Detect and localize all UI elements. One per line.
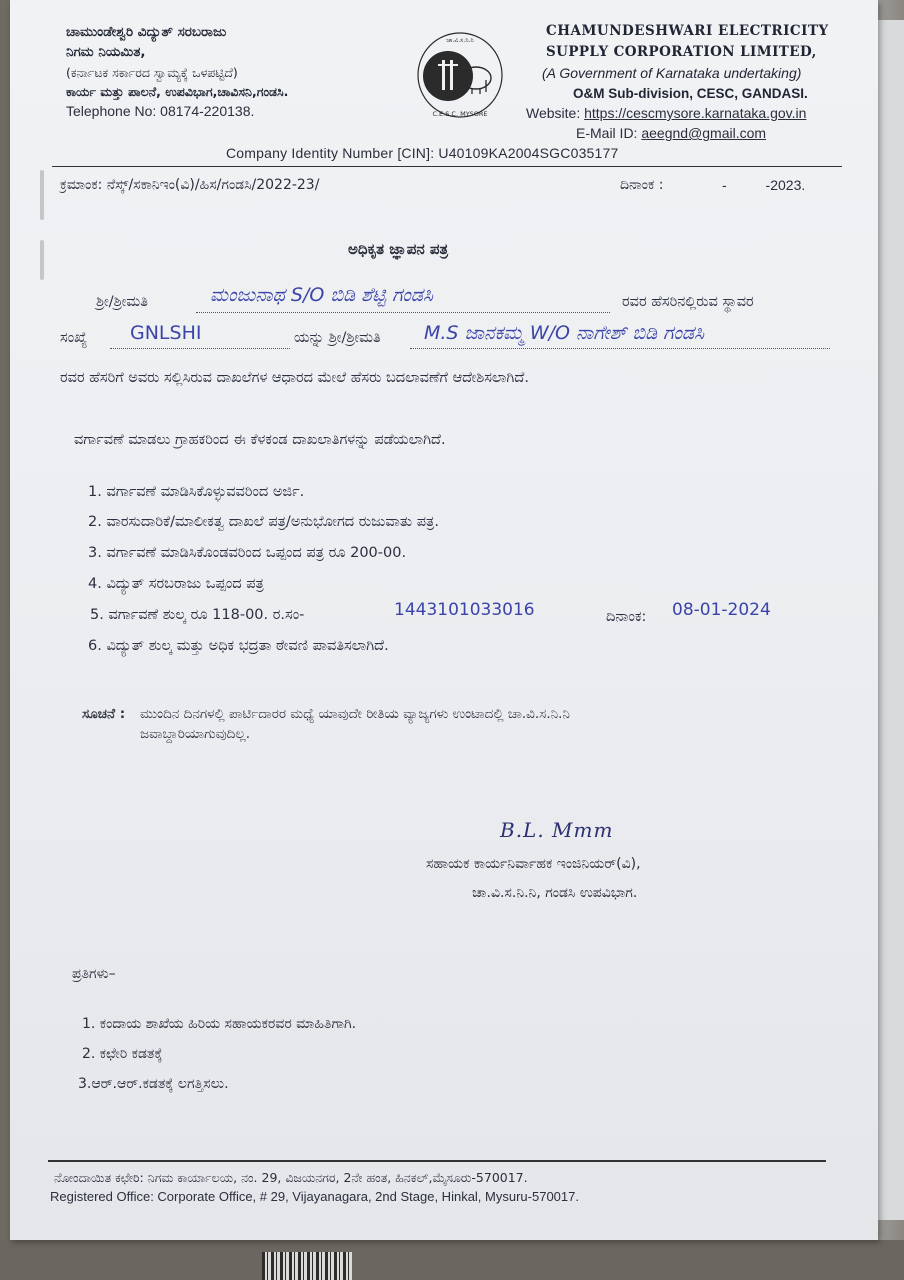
name-to-line [410, 348, 830, 349]
memo-title: ಅಧಿಕೃತ ಜ್ಞಾಪನ ಪತ್ರ [348, 240, 449, 258]
website-link[interactable]: https://cescmysore.karnataka.gov.in [584, 105, 807, 121]
org-subdivision-en: O&M Sub-division, CESC, GANDASI. [573, 86, 808, 101]
desk-surface [0, 1240, 904, 1280]
receipt-number: 1443101033016 [394, 600, 535, 620]
receipt-date: 08-01-2024 [672, 600, 771, 620]
org-name-en-1: CHAMUNDESHWARI ELECTRICITY [546, 23, 829, 39]
date-label: ದಿನಾಂಕ : [620, 177, 664, 193]
cesc-logo [414, 30, 506, 124]
org-name-kn-1: ಚಾಮುಂಡೇಶ್ವರಿ ವಿದ್ಯುತ್ ಸರಬರಾಜು [66, 24, 227, 40]
signatory-title: ಸಹಾಯಕ ಕಾರ್ಯನಿರ್ವಾಹಕ ಇಂಜಿನಿಯರ್(ವಿ), [426, 856, 641, 872]
reference-number: ಕ್ರಮಾಂಕ: ನೆಸ್ಕ್/ಸಕಾನಿಇಂ(ವಿ)/ಹಿಸ/ಗಂಡಸಿ/2022-23/ [60, 177, 320, 193]
footer-address-kn: ನೋಂದಾಯಿತ ಕಛೇರಿ: ನಿಗಮ ಕಾರ್ಯಾಲಯ, ನಂ. 29, ವಿಜಯನಗರ, 2ನೇ ಹಂತ, ಹಿನಕಲ್,ಮೈಸೂರು-570017. [54, 1170, 528, 1185]
punch-mark [40, 170, 44, 220]
website [526, 105, 806, 121]
doc-item-4: 4. ವಿದ್ಯುತ್ ಸರಬರಾಜು ಒಪ್ಪಂದ ಪತ್ರ [88, 576, 264, 592]
barcode-sticker [262, 1252, 352, 1280]
receipt-date-label: ದಿನಾಂಕ: [606, 609, 647, 625]
logo-text-bottom: C.E.S.C. MYSORE [432, 110, 488, 118]
email [576, 125, 766, 141]
letter-page [10, 0, 878, 1240]
email-label: E-Mail ID: [576, 125, 642, 141]
telephone: Telephone No: 08174-220138. [66, 103, 255, 119]
email-link[interactable]: aeegnd@gmail.com [641, 125, 767, 141]
logo-text-top: ಚಾ.ವಿ.ಸ.ನಿ.ನಿ [446, 37, 474, 44]
copy-item-1: 1. ಕಂದಾಯ ಶಾಖೆಯ ಹಿರಿಯ ಸಹಾಯಕರವರ ಮಾಹಿತಿಗಾಗಿ. [82, 1016, 357, 1032]
footer-address-en: Registered Office: Corporate Office, # 29, Vijayanagara, 2nd Stage, Hinkal, Mysuru-570017. [50, 1189, 579, 1204]
doc-item-3: 3. ವರ್ಗಾವಣೆ ಮಾಡಿಸಿಕೊಂಡವರಿಂದ ಒಪ್ಪಂದ ಪತ್ರ ರೂ 200-00. [88, 545, 407, 561]
note-line-2: ಜವಾಬ್ದಾರಿಯಾಗುವುದಿಲ್ಲ. [140, 726, 251, 742]
line2-mid: ಯನ್ನು ಶ್ರೀ/ಶ್ರೀಮತಿ [294, 330, 381, 346]
cin-number: Company Identity Number [CIN]: U40109KA2004SGC035177 [226, 145, 619, 161]
line1-prefix: ಶ್ರೀ/ಶ್ರೀಮತಿ [96, 294, 148, 310]
org-govt-en: (A Government of Karnataka undertaking) [542, 65, 802, 81]
org-govt-kn: (ಕರ್ನಾಟಕ ಸರ್ಕಾರದ ಸ್ವಾಮ್ಯಕ್ಕೆ ಒಳಪಟ್ಟಿದೆ) [66, 65, 238, 80]
date-value: - -2023. [722, 177, 806, 193]
line1-suffix: ರವರ ಹೆಸರಿನಲ್ಲಿರುವ ಸ್ಥಾವರ [622, 294, 754, 310]
doc-item-5: 5. ವರ್ಗಾವಣೆ ಶುಲ್ಕ ರೂ 118-00. ರ.ಸಂ- [90, 607, 305, 623]
doc-item-2: 2. ವಾರಸುದಾರಿಕೆ/ಮಾಲೀಕತ್ವ ದಾಖಲೆ ಪತ್ರ/ಅನುಭೋಗದ ರುಜುವಾತು ಪತ್ರ. [88, 514, 439, 530]
order-line3: ರವರ ಹೆಸರಿಗೆ ಅವರು ಸಲ್ಲಿಸಿರುವ ದಾಖಲೆಗಳ ಆಧಾರದ ಮೇಲೆ ಹೆಸರು ಬದಲಾವಣೆಗೆ ಆದೇಶಿಸಲಾಗಿದೆ. [60, 370, 529, 386]
signature: B.L. Mmm [500, 818, 614, 842]
copy-item-3: 3.ಆರ್.ಆರ್.ಕಡತಕ್ಕೆ ಲಗತ್ತಿಸಲು. [78, 1076, 229, 1092]
copy-item-2: 2. ಕಛೇರಿ ಕಡತಕ್ಕೆ [82, 1046, 163, 1062]
line2-prefix: ಸಂಖ್ಯೆ [60, 330, 88, 346]
doc-item-6: 6. ವಿದ್ಯುತ್ ಶುಲ್ಕ ಮತ್ತು ಅಧಿಕ ಭದ್ರತಾ ಠೇವಣಿ ಪಾವತಿಸಲಾಗಿದೆ. [88, 638, 389, 654]
website-label: Website: [526, 105, 585, 121]
note-label: ಸೂಚನೆ : [82, 706, 126, 722]
header-rule [52, 166, 842, 167]
org-name-kn-2: ನಿಗಮ ನಿಯಮಿತ, [66, 44, 146, 60]
docs-intro: ವರ್ಗಾವಣೆ ಮಾಡಲು ಗ್ರಾಹಕರಿಂದ ಈ ಕೆಳಕಂಡ ದಾಖಲಾತಿಗಳನ್ನು ಪಡೆಯಲಾಗಿದೆ. [74, 432, 446, 448]
doc-item-1: 1. ವರ್ಗಾವಣೆ ಮಾಡಿಸಿಕೊಳ್ಳುವವರಿಂದ ಅರ್ಜಿ. [88, 484, 305, 500]
name-from-line [196, 312, 610, 313]
punch-mark [40, 240, 44, 280]
footer-rule [48, 1160, 826, 1162]
installation-line [110, 348, 290, 349]
name-from: ಮಂಜುನಾಥ S/O ಬಿಡಿ ಶೆಟ್ಟಿ ಗಂಡಸಿ [210, 284, 433, 306]
name-to: M.S ಜಾನಕಮ್ಮ W/O ನಾಗೇಶ್ ಬಿಡಿ ಗಂಡಸಿ [424, 322, 705, 344]
org-name-en-2: SUPPLY CORPORATION LIMITED, [546, 44, 817, 60]
copies-label: ಪ್ರತಿಗಳು– [72, 966, 116, 982]
org-subdivision-kn: ಕಾರ್ಯ ಮತ್ತು ಪಾಲನೆ, ಉಪವಿಭಾಗ,ಚಾವಿಸನಿ,ಗಂಡಸಿ. [66, 84, 289, 99]
signatory-office: ಚಾ.ವಿ.ಸ.ನಿ.ನಿ, ಗಂಡಸಿ ಉಪವಿಭಾಗ. [472, 885, 638, 901]
note-line-1: ಮುಂದಿನ ದಿನಗಳಲ್ಲಿ ಪಾರ್ಟಿದಾರರ ಮಧ್ಯೆ ಯಾವುದೇ ರೀತಿಯ ವ್ಯಾಜ್ಯಗಳು ಉಂಟಾದಲ್ಲಿ ಚಾ.ವಿ.ಸ.ನಿ.ನಿ [140, 706, 570, 722]
installation-number: GNLSHI [130, 322, 202, 344]
